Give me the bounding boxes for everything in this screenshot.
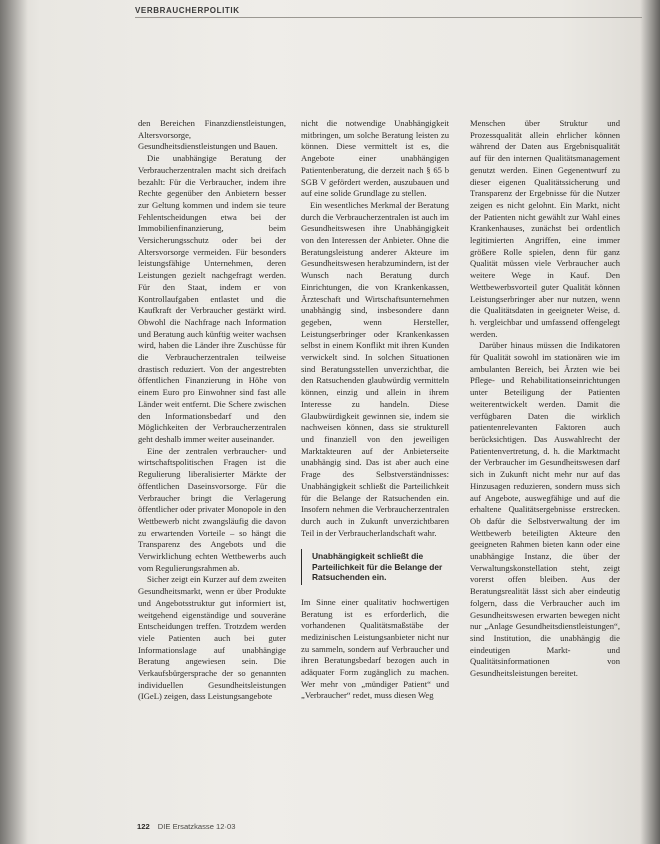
text-column-3	[470, 118, 620, 680]
paragraph: Darüber hinaus müssen die Indikatoren für Qualität sowohl im stationären wie im ambulanten Bereich, bei Ärzten wie bei Pflege- und Rehabilitationseinrichtungen unter Beteiligung der Patienten weiterentwickelt werden. Damit die verfügbaren Daten die wirklich patientenrelevanten Faktoren auch berücksichtigen. Das Auswahlrecht der Patientenvertretung, d. h. die Marktmacht der Verbraucher im Gesundheitswesen darf sich in Zukunft nicht mehr nur auf das Hinzusagen reduzieren, sondern muss sich auf Angebote, auswegfähige und auf die erhaltene Qualitätsergebnisse erstrecken. Ob dafür die Selbstverwaltung der im Wettbewerb beteiligten Akteure den geeigneten Rahmen bieten kann oder eine unabhängige Instanz, die über der Verwaltungskonstellation steht, zeigt vorerst offen bleiben. Aus der Beratungsrealität lässt sich aber eindeutig folgern, dass die Verbraucher auch im Gesundheitswesen erwarten bewegen nicht nur „Anlage Gesundheitsdienstleistungen“, sind Institution, die unabhängig die eindeutigen Markt- und Qualitätsinformationen von Gesundheitsleistungen bereitet.	[470, 340, 620, 679]
paragraph: Eine der zentralen verbraucher- und wirtschaftspolitischen Fragen ist die Regulierung liberalisierter Märkte der öffentlichen Daseinsvorsorge. Für die Verbraucher bringt die Verlagerung öffentlicher oder privater Monopole in den Wettbewerb nicht zwangsläufig die davon zu erwartenden Vorteile – so hängt die Transparenz des Angebots und die Verwirklichung echten Wettbewerbs auch vom Regulierungsrahmen ab.	[138, 445, 286, 573]
text-column-1	[138, 118, 286, 703]
pull-quote: Unabhängigkeit schließt die Parteilichkeit für die Belange der Ratsuchenden ein.	[301, 549, 449, 585]
section-header: VERBRAUCHERPOLITIK	[135, 6, 240, 15]
paragraph: Menschen über Struktur und Prozessqualität allein ehrlicher können während der Daten aus Ergebnisqualität auf für den internen Qualitätsmanagement genutzt werden. Einen Gegenentwurf zu dieser eigenen Qualitätssicherung und Transparenz der Ergebnisse für die Nutzer zeigen es nicht gelohnt. Ein Markt, nicht der Patienten nicht gewählt zur Wahl eines Krankenhauses, zunächst bei ordentlich legitimierten Angriffen, eine immer größere Rolle spielen, denn für ganz Qualität müssen viele Verbraucher auch weitere Wege in Kauf. Den Wettbewerbsvorteil guter Qualität können Leistungserbringer aber nur nutzen, wenn die Qualitätsdaten in geeigneter Weise, d. h. vergleichbar und umfassend offengelegt werden.	[470, 118, 620, 339]
paragraph: Die unabhängige Beratung der Verbraucherzentralen macht sich dreifach bezahlt: Für die Verbraucher, indem ihre Rechte gegenüber den Anbietern besser zur Geltung kommen und indem sie teure Fehlentscheidungen etwa bei der Immobilienfinanzierung, beim Versicherungsschutz oder bei der Altersvorsorge vermeiden. Für besonders leistungsfähige Unternehmen, deren Leistungen gezielt nachgefragt werden. Für den Staat, indem er von Kontrollaufgaben entlastet und die Kaufkraft der Verbraucher gestärkt wird. Obwohl die Nachfrage nach Information und Beratung auch künftig weiter wachsen wird, haben die Länder ihre Zuschüsse für die Verbraucherzentralen teilweise drastisch reduziert. Von der angestrebten öffentlichen Finanzierung in Höhe von einem Euro pro Einwohner sind fast alle Länder weit entfernt. Die Schere zwischen den Informationsbedarf und den Möglichkeiten der Verbraucherzentralen geht deshalb immer weiter auseinander.	[138, 153, 286, 444]
page-number: 122	[137, 822, 150, 831]
paragraph: Im Sinne einer qualitativ hochwertigen Beratung ist es erforderlich, die vorhandenen Qualitätsmaßstäbe der medizinischen Leistungsanbieter nicht nur zu sammeln, sondern auf Verbraucher und ihren Beratungsbedarf bezogen auch in adäquater Form zugänglich zu machen. Wer mehr von „mündiger Patient“ und „Verbraucher“ redet, muss diesen Weg	[301, 596, 449, 701]
paragraph: den Bereichen Finanzdienstleistungen, Altersvorsorge, Gesundheitsdienstleistungen und Bauen.	[138, 118, 286, 152]
page-footer	[137, 822, 235, 831]
page-edge-shadow	[640, 0, 660, 844]
page-gutter-shadow	[0, 0, 28, 844]
paragraph: Sicher zeigt ein Kurzer auf dem zweiten Gesundheitsmarkt, wenn er über Produkte und Angebotsstruktur gut informiert ist, weitgehend eigenständige und souveräne Entscheidungen treffen. Trotzdem werden viele Patienten auch bei guter Informationslage auf unabhängige Beratung angewiesen sein. Die Verkaufsbürgersprache der so genannten individuellen Gesundheitsleistungen (IGeL) zeigen, dass Leistungsangebote	[138, 574, 286, 702]
paragraph: nicht die notwendige Unabhängigkeit mitbringen, um solche Beratung leisten zu können. Diese vermittelt ist es, die Angebote einer unabhängigen Patientenberatung, die derzeit nach § 65 b SGB V gefördert werden, auszubauen und auf eine solide Grundlage zu stellen.	[301, 118, 449, 199]
paragraph: Ein wesentliches Merkmal der Beratung durch die Verbraucherzentralen ist auch im Gesundheitswesen ihre Unabhängigkeit von den Interessen der Anbieter. Ohne die Beratungsleistung anderer Akteure im Gesundheitswesen herabzumindern, ist der Wunsch nach Beratung durch Einrichtungen, die von Krankenkassen, Ärzteschaft und Wirtschaftsunternehmen unabhängig sind, insbesondere dann gegeben, wenn Hersteller, Leistungserbringer oder Krankenkassen selbst in einem Konflikt mit ihren Kunden verwickelt sind. In solchen Situationen sind Beratungsstellen unverzichtbar, die den Ratsuchenden glaubwürdig vermitteln können, einzig und allein in ihrem Interesse zu handeln. Diese Glaubwürdigkeit gewinnen sie, indem sie nachweisen können, dass sie strukturell und finanziell von den jeweiligen Marktakteuren auf der Anbieterseite unabhängig sind. Das ist aber auch eine Frage des Selbstverständnisses: Unabhängigkeit schließt die Parteilichkeit für die Belange der Ratsuchenden ein. Insofern nehmen die Verbraucherzentralen durch auch in Zukunft unverzichtbaren Teil in der Verbraucherlandschaft wahr.	[301, 199, 449, 538]
text-column-2	[301, 118, 449, 702]
publication-source: DIE Ersatzkasse 12·03	[157, 822, 236, 831]
header-rule	[135, 17, 642, 18]
